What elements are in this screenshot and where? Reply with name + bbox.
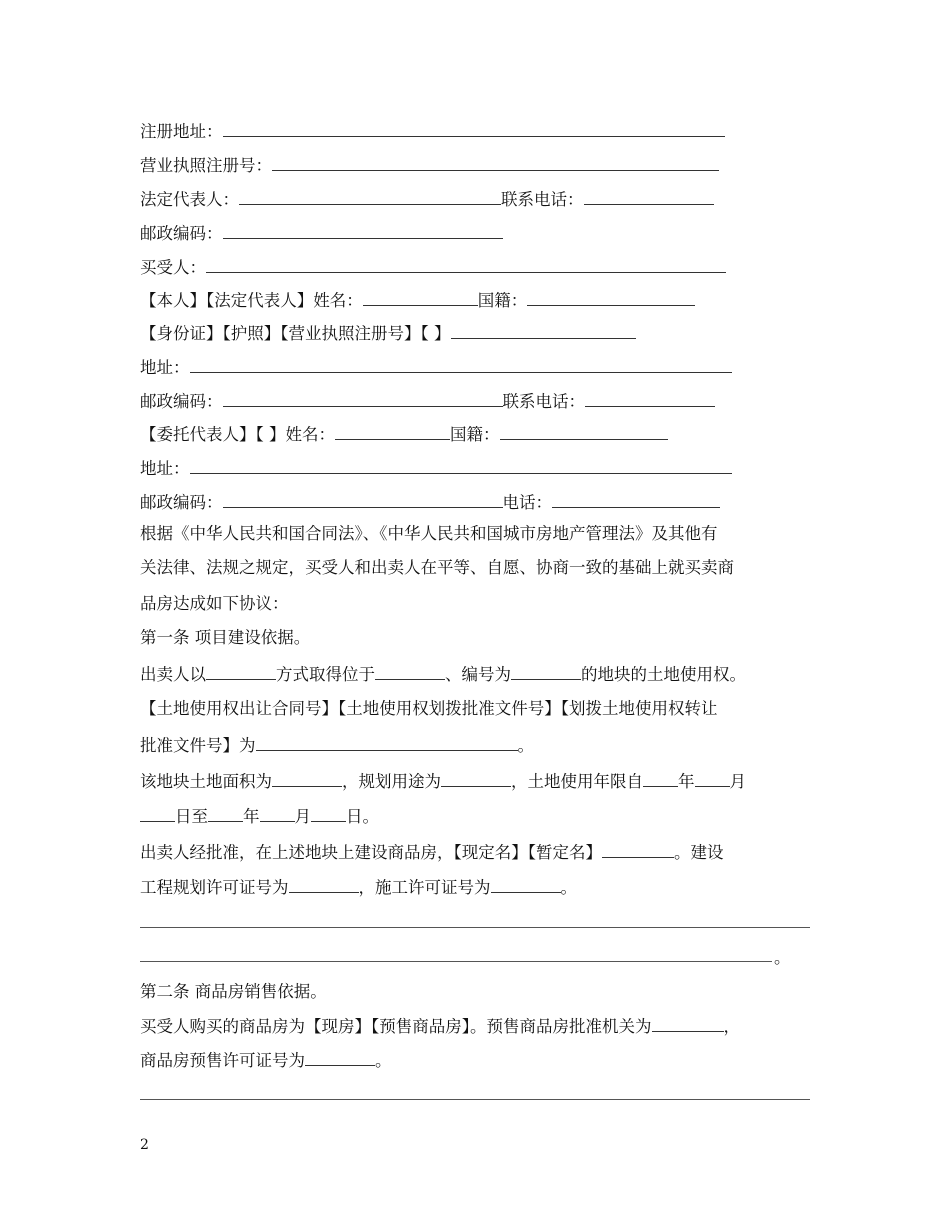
blank-field — [602, 842, 674, 858]
blank-field — [272, 771, 342, 787]
article-1-line-6: 出卖人经批准，在上述地块上建设商品房，【现定名】【暂定名】 。建设 — [140, 843, 724, 862]
article-1-line-2: 【土地使用权出让合同号】【土地使用权划拨批准文件号】【划拨土地使用权转让 — [140, 699, 718, 718]
blank-rule — [140, 1099, 810, 1100]
blank-field — [206, 664, 276, 680]
seller-reg-address-line: 注册地址： — [140, 121, 725, 142]
blank-field — [206, 257, 726, 273]
blank-field — [289, 877, 359, 893]
preamble-line-2: 关法律、法规之规定，买受人和出卖人在平等、自愿、协商一致的基础上就买卖商 — [140, 558, 734, 577]
agent-address-line: 地址： — [140, 458, 732, 479]
page-number: 2 — [140, 1137, 149, 1153]
buyer-address-line: 地址： — [140, 357, 732, 378]
buyer-postcode-line: 邮政编码： 联系电话： — [140, 391, 715, 412]
preamble-line-3: 品房达成如下协议： — [140, 594, 289, 613]
blank-field — [223, 391, 503, 407]
seller-license-line: 营业执照注册号： — [140, 155, 719, 176]
article-2-title: 第二条 商品房销售依据。 — [140, 982, 327, 1001]
blank-field — [272, 155, 719, 171]
article-1-end-mark: 。 — [774, 948, 791, 967]
article-1-line-3: 批准文件号】为 。 — [140, 736, 534, 755]
blank-field — [140, 806, 175, 822]
blank-field — [527, 290, 695, 306]
blank-field — [643, 771, 678, 787]
article-1-line-5: 日至 年 月 日。 — [140, 806, 379, 827]
blank-rule — [140, 961, 772, 962]
seller-postcode-line: 邮政编码： — [140, 223, 503, 244]
blank-field — [335, 424, 450, 440]
blank-field — [311, 806, 346, 822]
blank-field — [223, 492, 503, 508]
blank-field — [208, 806, 243, 822]
blank-field — [375, 664, 445, 680]
article-2-line-2: 商品房预售许可证号为 。 — [140, 1051, 392, 1070]
article-1-title: 第一条 项目建设依据。 — [140, 628, 311, 647]
blank-rule — [140, 927, 810, 928]
blank-field — [500, 424, 668, 440]
blank-field — [511, 664, 581, 680]
blank-field — [260, 806, 295, 822]
blank-field — [256, 735, 518, 751]
blank-field — [305, 1050, 375, 1066]
blank-field — [695, 771, 730, 787]
buyer-line: 买受人： — [140, 257, 726, 278]
agent-postcode-line: 邮政编码： 电话： — [140, 492, 720, 513]
blank-field — [363, 290, 478, 306]
article-1-line-4: 该地块土地面积为 ，规划用途为 ，土地使用年限自 年 月 — [140, 772, 746, 791]
blank-field — [552, 492, 720, 508]
article-1-line-1: 出卖人以 方式取得位于 、编号为 的地块的土地使用权。 — [140, 665, 746, 684]
blank-field — [239, 189, 501, 205]
blank-field — [585, 391, 715, 407]
seller-legal-rep-line: 法定代表人： 联系电话： — [140, 189, 714, 210]
article-1-line-7: 工程规划许可证号为 ，施工许可证号为 。 — [140, 878, 577, 897]
blank-field — [491, 877, 561, 893]
preamble-line-1: 根据《中华人民共和国合同法》、《中华人民共和国城市房地产管理法》及其他有 — [140, 524, 718, 543]
blank-field — [190, 458, 732, 474]
blank-field — [451, 323, 636, 339]
blank-field — [190, 357, 732, 373]
blank-field — [584, 189, 714, 205]
buyer-id-line: 【身份证】【护照】【营业执照注册号】【 】 — [140, 323, 636, 344]
blank-field — [223, 223, 503, 239]
blank-field — [223, 121, 725, 137]
blank-field — [441, 771, 511, 787]
agent-line: 【委托代表人】【 】姓名： 国籍： — [140, 424, 668, 445]
article-2-line-1: 买受人购买的商品房为【现房】【预售商品房】。预售商品房批准机关为 ， — [140, 1017, 740, 1036]
blank-field — [652, 1016, 724, 1032]
buyer-person-line: 【本人】【法定代表人】姓名： 国籍： — [140, 290, 695, 311]
